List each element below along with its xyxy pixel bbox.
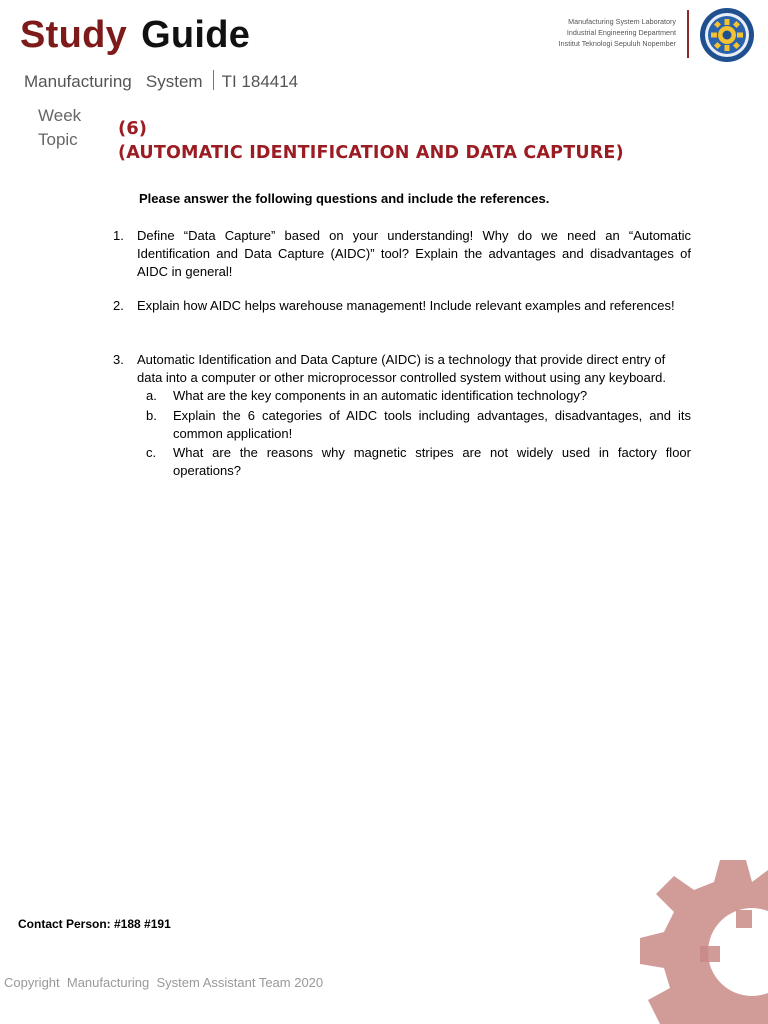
gear-icon [640,860,768,1024]
question-text: Explain how AIDC helps warehouse management! Include relevant examples and references! [137,298,675,313]
week-number: (6) [118,118,147,139]
question-number: 1. [113,228,124,243]
its-logo-icon [698,7,756,63]
lab-line: Institut Teknologi Sepuluh Nopember [558,39,676,48]
course-code: TI 184414 [221,72,299,91]
header-divider [687,10,689,58]
lab-line: Industrial Engineering Department [566,28,676,37]
course-separator [213,70,214,90]
question-number: 3. [113,352,124,367]
lab-info [559,16,676,49]
title-study: Study [20,14,128,56]
instruction-text: Please answer the following questions and include the references. [139,191,550,206]
question-number: 2. [113,298,124,313]
question-text: Automatic Identification and Data Capture (AIDC) is a technology that provide direct entry of data into a computer or other microprocessor controlled system without using any keyboard. [137,352,666,385]
sub-question-text: Explain the 6 categories of AIDC tools including advantages, disadvantages, and its common application! [173,408,691,441]
contact-person: Contact Person: #188 #191 [18,917,171,931]
sub-question-letter: b. [146,408,157,423]
course-name: Manufacturing System [24,72,203,91]
title-guide: Guide [141,14,251,56]
sub-question-text: What are the key components in an automatic identification technology? [173,388,588,403]
sub-question [137,387,691,405]
sub-question-text: What are the reasons why magnetic stripes are not widely used in factory floor operations? [173,445,691,478]
topic-label: Topic [38,130,78,149]
course-line [24,70,298,92]
sub-question-letter: a. [146,388,157,403]
question-item [113,297,691,315]
copyright-text: Copyright Manufacturing System Assistant Team 2020 [4,975,324,990]
page-title [20,14,250,57]
sub-question [137,444,691,480]
topic-title: (AUTOMATIC IDENTIFICATION AND DATA CAPTURE) [118,143,624,163]
sub-question [137,407,691,443]
sub-question-letter: c. [146,445,157,460]
week-label: Week [38,106,82,125]
question-text: Define “Data Capture” based on your understanding! Why do we need an “Automatic Identification and Data Capture (AIDC)” tool? Explain the advantages and disadvantages of AIDC in general! [137,228,691,279]
lab-line: Manufacturing System Laboratory [568,17,676,26]
question-item [113,227,691,281]
question-item [113,351,691,480]
